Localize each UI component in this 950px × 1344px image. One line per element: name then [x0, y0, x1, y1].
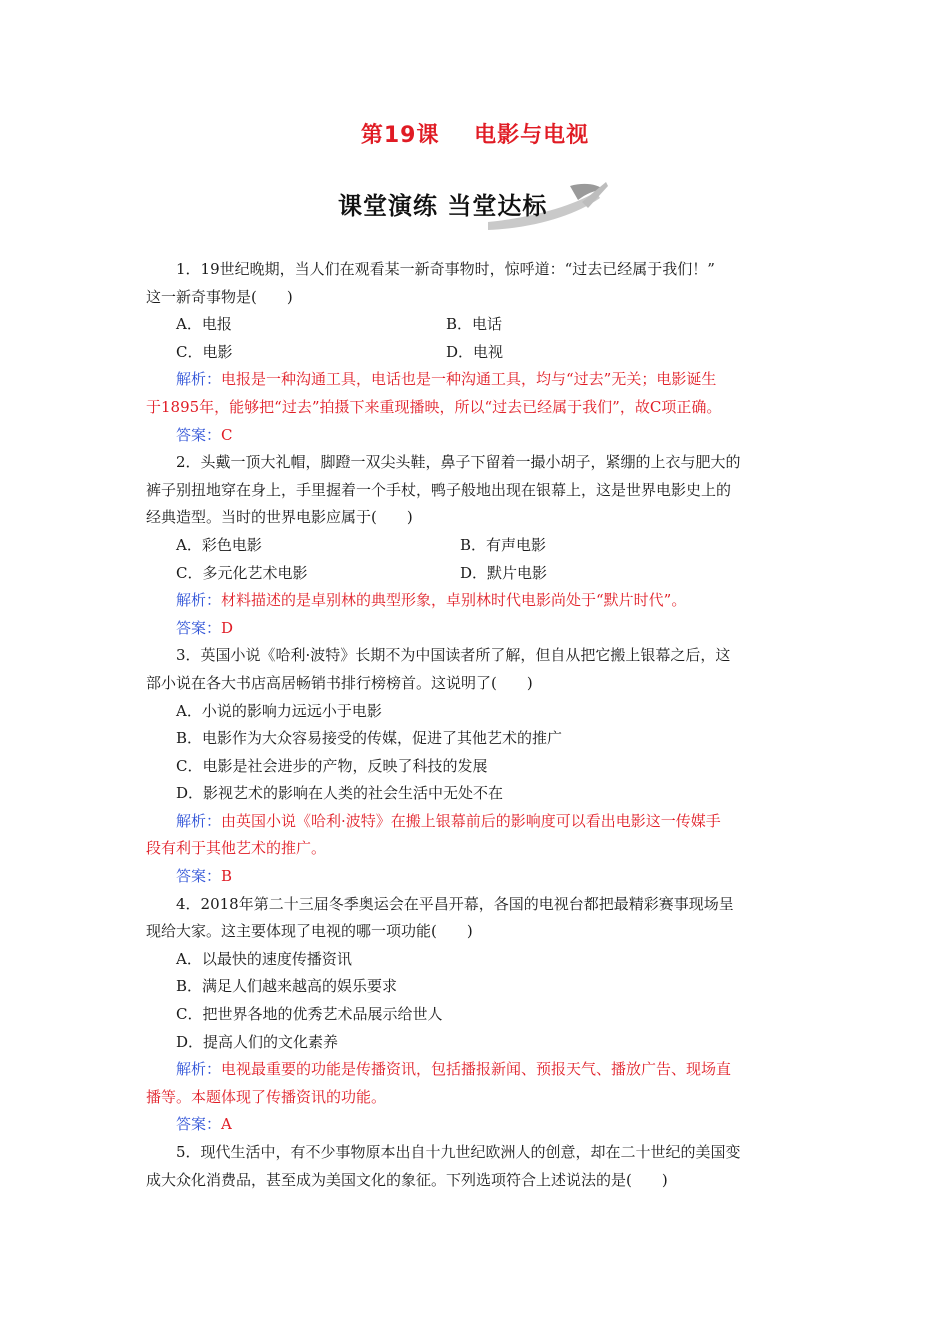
question-stem-line: 裤子别扭地穿在身上，手里握着一个手杖，鸭子般地出现在银幕上，这是世界电影史上的 — [146, 480, 732, 499]
answer-label: 答案： — [176, 867, 222, 886]
option-a: A．电报 — [176, 315, 232, 334]
answer-value: A — [221, 1115, 232, 1134]
question-stem-line: 这一新奇事物是( ) — [146, 287, 293, 306]
question-stem-line: 3．英国小说《哈利·波特》长期不为中国读者所了解，但自从把它搬上银幕之后，这 — [176, 646, 731, 665]
lesson-name: 电影与电视 — [474, 123, 590, 148]
explanation-text: 材料描述的是卓别林的典型形象，卓别林时代电影尚处于“默片时代”。 — [221, 591, 687, 610]
option-row — [146, 339, 811, 367]
option-d: D．电视 — [446, 342, 504, 361]
answer — [146, 863, 811, 891]
question-stem-line: 2．头戴一顶大礼帽，脚蹬一双尖头鞋，鼻子下留着一撮小胡子，紧绷的上衣与肥大的 — [176, 453, 741, 472]
question-4 — [146, 891, 811, 1139]
option-row — [146, 311, 811, 339]
option-b: B．电话 — [446, 315, 503, 334]
answer — [146, 1111, 811, 1139]
question-stem-line: 4．2018年第二十三届冬季奥运会在平昌开幕，各国的电视台都把最精彩赛事现场呈 — [176, 894, 734, 913]
explanation-label: 解析： — [176, 1060, 222, 1079]
lesson-number: 第19课 — [360, 123, 440, 148]
answer-value: B — [221, 867, 233, 886]
section-banner — [338, 178, 608, 234]
question-5 — [146, 1139, 811, 1194]
page-title — [0, 118, 950, 149]
option-d: D．默片电影 — [460, 563, 548, 582]
answer-label: 答案： — [176, 618, 222, 637]
explanation-label: 解析： — [176, 811, 222, 830]
answer — [146, 422, 811, 450]
question-stem-line: 部小说在各大书店高居畅销书排行榜榜首。这说明了( ) — [146, 673, 533, 692]
banner-text: 课堂演练 当堂达标 — [338, 192, 548, 220]
question-2 — [146, 449, 811, 642]
answer-value: C — [221, 425, 233, 444]
answer-value: D — [221, 618, 234, 637]
question-stem-line: 成大众化消费品，甚至成为美国文化的象征。下列选项符合上述说法的是( ) — [146, 1170, 668, 1189]
explanation-text: 由英国小说《哈利·波特》在搬上银幕前后的影响度可以看出电影这一传媒手 — [221, 811, 721, 830]
explanation-text: 电报是一种沟通工具，电话也是一种沟通工具，均与“过去”无关；电影诞生 — [221, 370, 717, 389]
explanation-text: 段有利于其他艺术的推广。 — [146, 839, 327, 858]
answer-label: 答案： — [176, 425, 222, 444]
answer — [146, 615, 811, 643]
explanation-label: 解析： — [176, 370, 222, 389]
option-c: C．电影 — [176, 342, 233, 361]
option-b: B．有声电影 — [460, 535, 547, 554]
question-3 — [146, 642, 811, 890]
option-a: A．以最快的速度传播资讯 — [176, 949, 352, 968]
question-list — [146, 256, 811, 1194]
option-c: C．多元化艺术电影 — [176, 563, 308, 582]
answer-label: 答案： — [176, 1115, 222, 1134]
question-stem-line: 1．19世纪晚期，当人们在观看某一新奇事物时，惊呼道：“过去已经属于我们！” — [176, 260, 715, 278]
option-c: C．电影是社会进步的产物，反映了科技的发展 — [176, 756, 488, 775]
option-b: B．满足人们越来越高的娱乐要求 — [176, 977, 398, 996]
option-c: C．把世界各地的优秀艺术品展示给世人 — [176, 1005, 443, 1024]
question-1 — [146, 256, 811, 449]
explanation-label: 解析： — [176, 591, 222, 610]
explanation-text: 于1895年，能够把“过去”拍摄下来重现播映，所以“过去已经属于我们”，故C项正确。 — [146, 397, 722, 416]
explanation-text: 电视最重要的功能是传播资讯，包括播报新闻、预报天气、播放广告、现场直 — [221, 1060, 732, 1079]
option-a: A．彩色电影 — [176, 535, 262, 554]
option-b: B．电影作为大众容易接受的传媒，促进了其他艺术的推广 — [176, 729, 563, 748]
explanation — [146, 366, 811, 394]
explanation-text: 播等。本题体现了传播资讯的功能。 — [146, 1087, 387, 1106]
question-stem-line: 5．现代生活中，有不少事物原本出自十九世纪欧洲人的创意，却在二十世纪的美国变 — [176, 1143, 741, 1161]
option-row — [146, 560, 811, 588]
option-d: D．提高人们的文化素养 — [176, 1032, 339, 1051]
option-a: A．小说的影响力远远小于电影 — [176, 701, 382, 720]
question-stem-line: 现给大家。这主要体现了电视的哪一项功能( ) — [146, 922, 473, 941]
explanation — [146, 1056, 811, 1084]
question-stem-line: 经典造型。当时的世界电影应属于( ) — [146, 508, 413, 527]
explanation — [146, 808, 811, 836]
option-d: D．影视艺术的影响在人类的社会生活中无处不在 — [176, 784, 504, 803]
explanation — [146, 587, 811, 615]
option-row — [146, 532, 811, 560]
